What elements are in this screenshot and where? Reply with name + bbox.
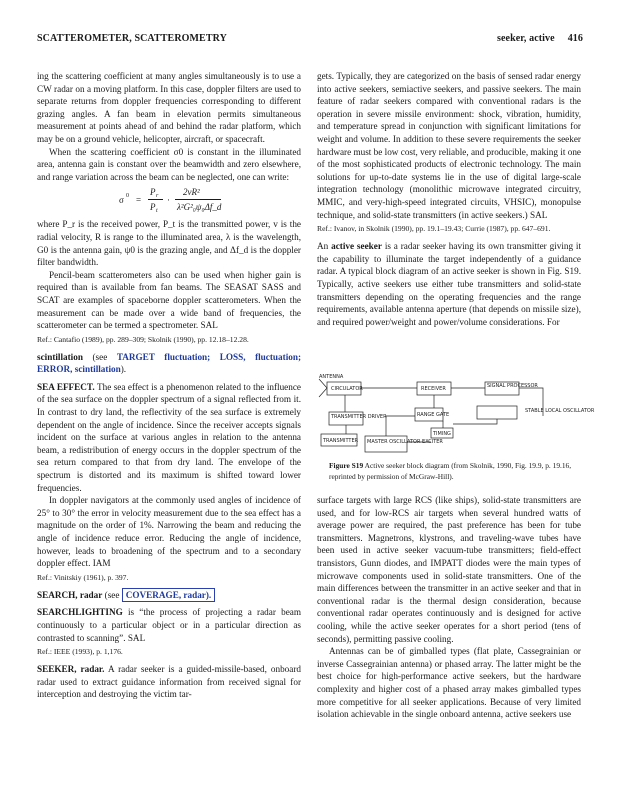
figure-s19-block-diagram	[317, 374, 595, 454]
block-label: CIRCULATOR	[331, 386, 363, 392]
right-column-bottom	[317, 494, 581, 721]
running-head-right: seeker, active 416	[497, 33, 583, 44]
figure-label: Figure S19	[329, 461, 364, 470]
active-seeker-paragraph: An active seeker is a radar seeker having its own transmitter giving it the capability to illuminate the target independently of a guidance radar. A typical block diagram of an active seeker is shown in Fig. S19. Typically, active seekers use either tube transmitters and solid-state transmitters depending on the operating frequencies and the range requirements, available antenna aperture (that depends on missile size), and required power/weight and power/volume considerations. For	[317, 241, 582, 327]
entry-term: scintillation	[37, 351, 83, 362]
cross-reference-link[interactable]: COVERAGE, radar).	[122, 588, 216, 602]
sea-effect-paragraph-2: In doppler navigators at the commonly used angles of incidence of 25° to 30° the error in velocity measurement due to the sea effect has a magnitude on the order of 1%. Narrowing the beam and reducing the angle of incidence reduce error. Reducing the angle of incidence, however, leads to broadening of the spectrum and to a secondary doppler effect. IAM	[37, 495, 301, 569]
scatterometer-paragraph-1: ing the scattering coefficient at many angles simultaneously is to use a CW radar on a moving platform. In this case, doppler filters are used to separate returns from doppler frequencies corresponding to different grazing angles. A fan beam in elevation permits simultaneous measurement at points ahead of and behind the radar platform, which may be on a ground vehicle, helicopter, aircraft, or spacecraft.	[37, 71, 301, 144]
entry-scintillation: scintillation (see TARGET fluctuation; LOSS, fluctuation; ERROR, scintillation).	[37, 351, 302, 375]
seeker-paragraph-4: Antennas can be of gimballed types (flat plate, Cassegrainian or inverse Cassegrainian antenna) or phased array. The latter might be the best choice for high-performance active seekers, but the hardware complexity and higher cost of a phased array makes gimballed types more competitive for all seeker applications. Because of very limited isolation achievable in the single onboard antenna, active seekers use	[317, 646, 581, 720]
entry-term: active seeker	[331, 241, 382, 252]
scattering-equation: σ 0 = P r P t · 2vR² λ²G²₀ψ₀Δf_d	[119, 187, 222, 215]
antenna-symbol	[319, 379, 327, 397]
page-header	[37, 33, 583, 47]
figure-caption: Figure S19 Active seeker block diagram (from Skolnik, 1990, Fig. 19.9, p. 19.16, reprinted by permission of McGraw-Hill).	[329, 461, 572, 481]
seeker-paragraph-1: gets. Typically, they are categorized on the basis of sensed radar energy into active seekers, semiactive seekers, and passive seekers. The main feature of radar seekers compared with conventional radars is the operation in severe missile environment: shock, vibration, humidity, and temperature spread in conjunction with significant limitations for weight and volume. In addition to these severe requirements the seeker hardware must be low cost, very reliable, and producible, making it one of the most sophisticated products of electronic technology. The main solutions for up-to-date systems lie in the use of digital large-scale integration technology (monolithic microwave integrated circuitry, MMIC, and very-high-speed integrated circuits, VHSIC), monopulse technique, and solid-state transmitters (in active seekers.) SAL	[317, 71, 581, 220]
entry-search-radar: SEARCH, radar (see COVERAGE, radar).	[37, 589, 301, 602]
stable-local-oscillator-block	[477, 406, 517, 419]
block-label: ANTENNA	[319, 374, 344, 380]
block-label: SIGNAL PROCESSOR	[487, 383, 538, 389]
reference: Ref.: Vinitskiy (1961), p. 397.	[37, 572, 129, 582]
seeker-paragraph-3: surface targets with large RCS (like ships), solid-state transmitters are used, and for low-RCS air targets when several hundred watts of average power are required, the past preference has been for tube transmitters. Magnetrons, klystrons, and traveling-wave tubes have been used in active seeker vacuum-tube transmitters; field-effect transistors, Gunn diodes, and IMPATT diodes were the main types of microwave components used in solid-state transmitters. One of the main differences between the transmitter in an active seeker and that in conventional radar is the thermal design consideration, because conventional radar operates continuously and is designed for active cooling, while the active seeker operates for a short period (tens of seconds), permitting passive cooling.	[317, 495, 581, 644]
entry-term: SEARCH, radar	[37, 589, 103, 600]
block-label: STABLE LOCAL OSCILLATOR	[525, 408, 595, 414]
fraction-bar	[148, 199, 163, 200]
entry-term: SEA EFFECT.	[37, 381, 95, 392]
variable-definitions: where P_r is the received power, P_t is the transmitted power, v is the radial velocity, R is range to the illuminated area, λ is the wavelength, G0 is the antenna gain, ψ0 is the grazing angle, and Δf_d is the doppler filter bandwidth.	[37, 219, 301, 268]
block-label: MASTER OSCILLATOR EXCITER	[367, 439, 443, 445]
block-label: TIMING	[433, 431, 451, 437]
reference: Ref.: Cantafio (1989), pp. 289–309; Skolnik (1990), pp. 12.18–12.28.	[37, 334, 249, 344]
entry-term: SEEKER, radar.	[37, 664, 105, 675]
entry-searchlighting: SEARCHLIGHTING is “the process of projecting a radar beam continuously to a particular object or in a particular direction as contrasted to scanning”. SAL	[37, 607, 301, 643]
entry-term: SEARCHLIGHTING	[37, 607, 123, 618]
left-column	[37, 70, 301, 701]
block-label: TRANSMITTER DRIVER	[331, 414, 387, 420]
reference: Ref.: IEEE (1993), p. 1,176.	[37, 647, 123, 657]
entry-sea-effect: SEA EFFECT. The sea effect is a phenomenon related to the influence of the sea surface on the doppler spectrum of a signal reflected from it. In contrast to dry land, the reflectivity of the sea surface is extremely dependent on the angle of incidence. Since the receiver accepts signals incident on the surface at various angles in relation to the antenna beam, a redistribution of energy occurs in the doppler spectrum of the sea return compared to that from dry land. The envelope of the spectrum is distorted and its maximum is shifted toward lower frequencies.	[37, 381, 301, 493]
block-label: RECEIVER	[421, 386, 446, 392]
scatterometer-paragraph-2: When the scattering coefficient σ0 is constant in the illuminated area, antenna gain is constant over the beamwidth and zero elsewhere, and range variation across the beam can be neglected, one can write:	[37, 146, 301, 182]
block-label: TRANSMITTER	[323, 438, 359, 444]
right-column-top	[317, 70, 581, 328]
cross-reference-link[interactable]: TARGET fluctuation; LOSS, fluctuation; ERROR, scintillation	[37, 351, 302, 375]
running-head-left: SCATTEROMETER, SCATTEROMETRY	[37, 33, 227, 44]
scatterometer-paragraph-4: Pencil-beam scatterometers also can be used when higher gain is required than is available from fan beams. The SEASAT SASS and SCAT are examples of spaceborne doppler scatterometers. When the measurement can be made over a wide band of frequencies, the scatterometer can be termed a spectrometer. SAL	[37, 269, 301, 331]
block-label: RANGE GATE	[417, 412, 450, 418]
reference: Ref.: Ivanov, in Skolnik (1990), pp. 19.1–19.43; Currie (1987), pp. 647–691.	[317, 224, 551, 234]
fraction-bar	[175, 199, 221, 200]
entry-seeker-radar: SEEKER, radar. A radar seeker is a guided-missile-based, onboard radar used to extract guidance information from received signal for interception and destroying the victim tar-	[37, 664, 301, 700]
